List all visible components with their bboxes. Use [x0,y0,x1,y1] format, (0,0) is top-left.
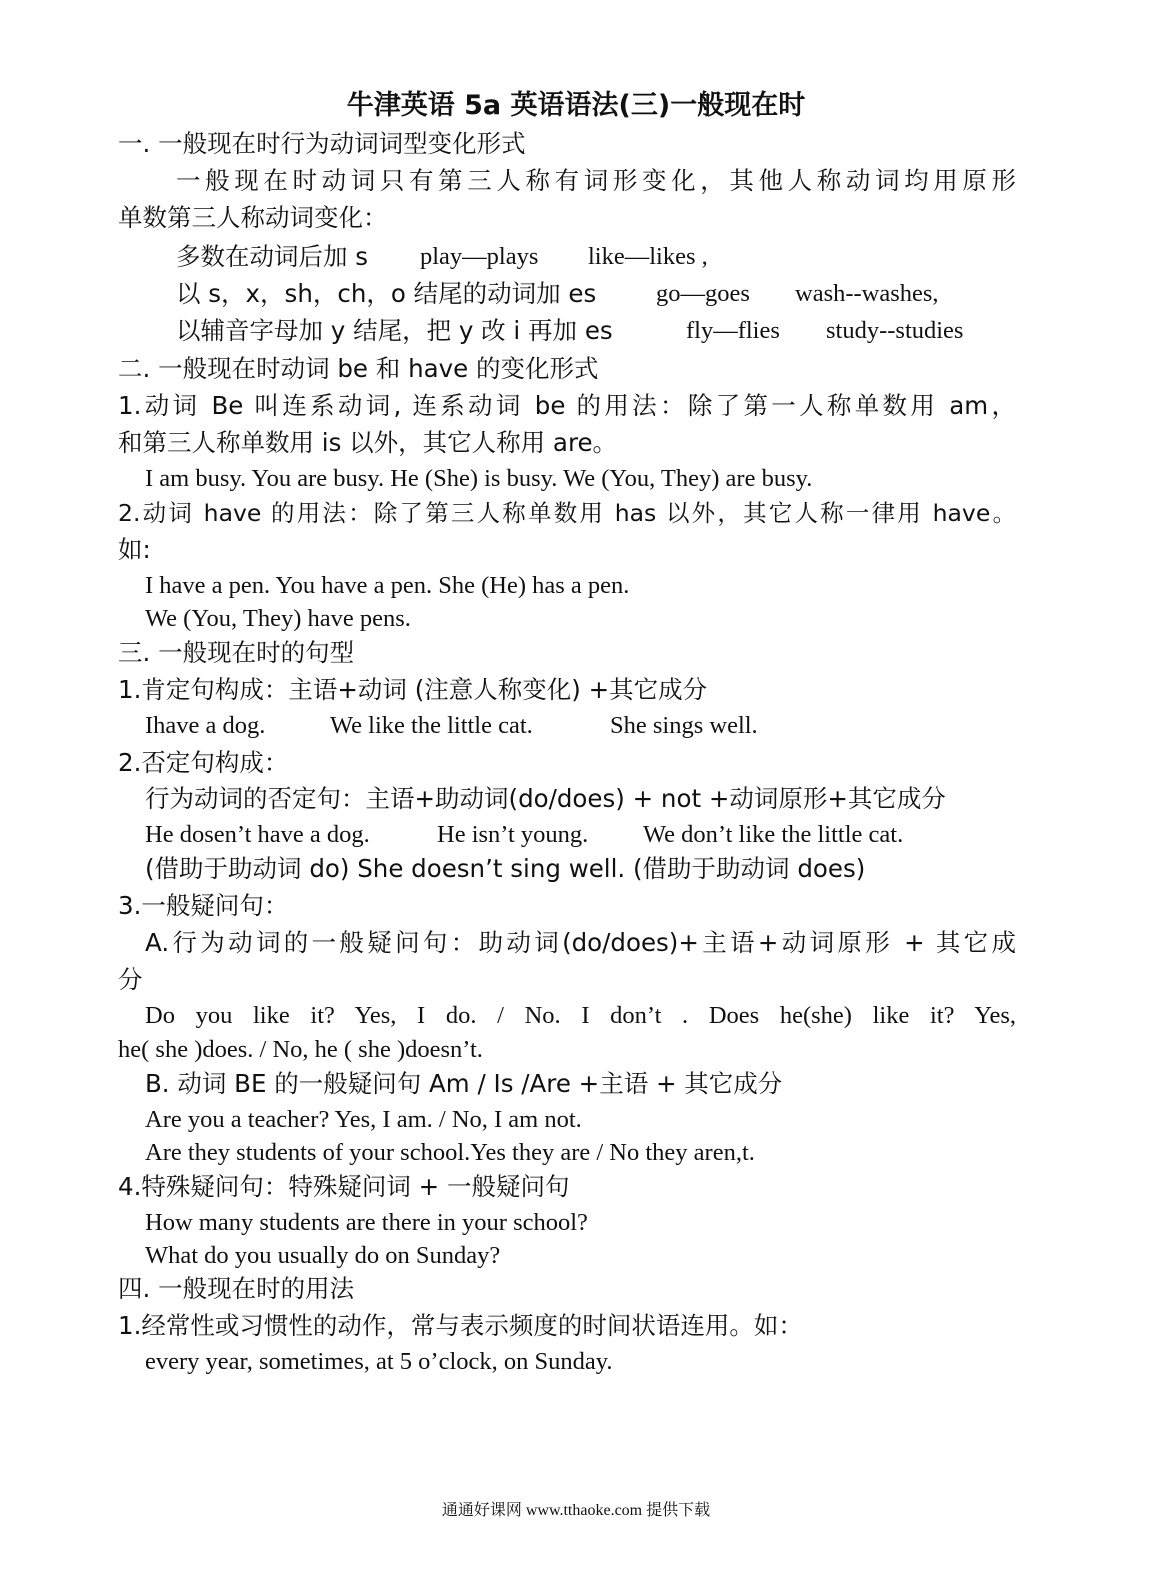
affirmative-example-1: Ihave a dog. [145,712,266,739]
negative-example-4: (借助于助动词 do) She doesn’t sing well. (借助于助动词 does) [145,854,866,883]
have-usage-line-1: 2.动词 have 的用法：除了第三人称单数用 has 以外，其它人称一律用 have。 [118,499,1016,527]
general-question-b: B. 动词 BE 的一般疑问句 Am / Is /Are +主语 + 其它成分 [145,1069,783,1098]
rule-y-to-ies-example-1: fly—flies [686,317,780,344]
rule-add-s-example-2: like—likes , [588,243,708,270]
general-question-a-line-2: 分 [118,965,143,994]
rule-add-s-example-1: play—plays [420,243,539,270]
section-1-intro-line-2: 单数第三人称动词变化： [118,203,388,232]
special-question-heading: 4.特殊疑问句：特殊疑问词 + 一般疑问句 [118,1172,570,1201]
be-usage-line-2: 和第三人称单数用 is 以外，其它人称用 are。 [118,428,618,457]
section-4-heading: 四. 一般现在时的用法 [118,1274,355,1303]
rule-add-es-example-1: go—goes [656,280,750,307]
special-question-example-2: What do you usually do on Sunday? [145,1242,501,1269]
negative-example-2: He isn’t young. [437,821,589,848]
section-3-heading: 三. 一般现在时的句型 [118,638,355,667]
section-2-heading: 二. 一般现在时动词 be 和 have 的变化形式 [118,354,599,383]
have-usage-line-2: 如: [118,535,151,564]
general-question-b-example-2: Are they students of your school.Yes they are / No they aren,t. [145,1139,755,1166]
affirmative-rule: 1.肯定句构成：主语+动词 (注意人称变化) +其它成分 [118,675,708,704]
rule-y-to-ies-example-2: study--studies [826,317,964,344]
general-question-heading: 3.一般疑问句： [118,891,289,920]
rule-y-to-ies: 以辅音字母加 y 结尾，把 y 改 i 再加 es [176,316,613,345]
negative-heading: 2.否定句构成： [118,748,289,777]
affirmative-example-3: She sings well. [610,712,758,739]
have-example-1: I have a pen. You have a pen. She (He) has a pen. [145,572,630,599]
have-example-2: We (You, They) have pens. [145,605,411,632]
special-question-example-1: How many students are there in your school? [145,1209,588,1236]
be-example: I am busy. You are busy. He (She) is busy. We (You, They) are busy. [145,465,813,492]
negative-example-3: We don’t like the little cat. [643,821,904,848]
general-question-a-example-line-2: he( she )does. / No, he ( she )doesn’t. [118,1036,483,1063]
rule-add-s: 多数在动词后加 s [176,242,369,271]
rule-add-es: 以 s，x，sh，ch，o 结尾的动词加 es [176,279,597,308]
section-1-heading: 一. 一般现在时行为动词词型变化形式 [118,129,526,158]
usage-1-example: every year, sometimes, at 5 o’clock, on Sunday. [145,1348,613,1375]
footer-credit: 通通好课网 www.tthaoke.com 提供下载 [441,1502,711,1519]
affirmative-example-2: We like the little cat. [330,712,533,739]
general-question-b-example-1: Are you a teacher? Yes, I am. / No, I am not. [145,1106,582,1133]
be-usage-line-1: 1.动词 Be 叫连系动词, 连系动词 be 的用法：除了第一人称单数用 am， [118,391,1016,420]
usage-1: 1.经常性或习惯性的动作，常与表示频度的时间状语连用。如： [118,1311,803,1340]
general-question-a-example-line-1: Do you like it? Yes, I do. / No. I don’t . Does he(she) like it? Yes, [145,1002,1016,1029]
document-title: 牛津英语 5a 英语语法(三)一般现在时 [346,90,806,121]
negative-example-1: He dosen’t have a dog. [145,821,370,848]
negative-rule: 行为动词的否定句：主语+助动词(do/does) + not +动词原形+其它成分 [145,784,946,813]
section-1-intro-line-1: 一般现在时动词只有第三人称有词形变化，其他人称动词均用原形 [176,166,1016,195]
general-question-a-line-1: A.行为动词的一般疑问句：助动词(do/does)+主语+动词原形 + 其它成 [145,928,1016,957]
rule-add-es-example-2: wash--washes, [795,280,939,307]
